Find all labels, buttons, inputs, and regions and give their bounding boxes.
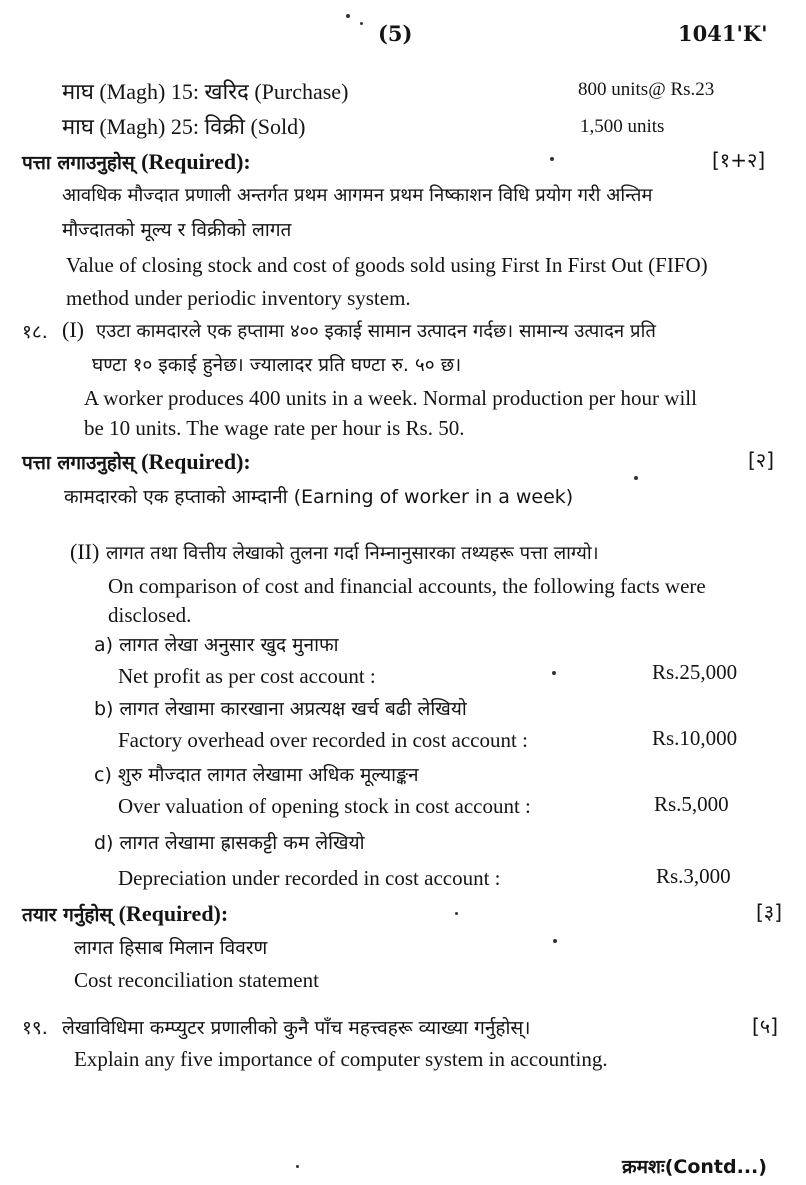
q18-item-b-amount: Rs.10,000 <box>652 726 738 750</box>
q17-required-heading-en: (Required): <box>141 149 251 174</box>
scan-speck <box>296 1165 299 1168</box>
q18-required1-marks: [२] <box>748 448 775 472</box>
q18-part2-en-line2: disclosed. <box>108 603 192 627</box>
scan-speck <box>634 476 638 480</box>
q17-en-line1: Value of closing stock and cost of goods sold using First In First Out (FIFO) <box>66 253 708 277</box>
scan-speck <box>553 939 557 943</box>
q18-required1-text: कामदारको एक हप्ताको आम्दानी (Earning of worker in a week) <box>64 486 574 508</box>
page-number: (5) <box>378 21 413 46</box>
q19-np: लेखाविधिमा कम्प्युटर प्रणालीको कुनै पाँच महत्त्वहरू व्याख्या गर्नुहोस्। <box>62 1017 531 1039</box>
q17-en-line2: method under periodic inventory system. <box>66 286 411 310</box>
paper-code: 1041'K' <box>678 21 768 46</box>
transaction-purchase-label: माघ (Magh) 15: खरिद (Purchase) <box>62 79 349 104</box>
q18-part2-en-line1: On comparison of cost and financial accounts, the following facts were <box>108 574 706 598</box>
q18-item-c-amount: Rs.5,000 <box>654 792 729 816</box>
q18-part1-label: (I) <box>62 317 84 342</box>
q18-item-a-np: a) लागत लेखा अनुसार खुद मुनाफा <box>94 634 339 656</box>
transaction-sold-label: माघ (Magh) 25: विक्री (Sold) <box>62 114 306 139</box>
scan-speck <box>550 157 554 161</box>
q18-item-d-amount: Rs.3,000 <box>656 864 731 888</box>
q18-item-a-en: Net profit as per cost account : <box>118 664 376 688</box>
q18-part1-np-line1: एउटा कामदारले एक हप्तामा ४०० इकाई सामान उत्पादन गर्दछ। सामान्य उत्पादन प्रति <box>96 321 656 342</box>
q18-number: १८. <box>22 321 48 343</box>
q18-item-b-np: b) लागत लेखामा कारखाना अप्रत्यक्ष खर्च बढी लेखियो <box>94 698 467 720</box>
scan-speck <box>346 14 350 18</box>
transaction-sold-value: 1,500 units <box>580 116 665 137</box>
q18-part2-np-line: लागत तथा वित्तीय लेखाको तुलना गर्दा निम्नानुसारका तथ्यहरू पत्ता लाग्यो। <box>106 543 599 564</box>
q18-required2-heading-np: तयार गर्नुहोस् <box>22 904 113 926</box>
transaction-purchase-value: 800 units@ Rs.23 <box>578 79 715 100</box>
q18-item-d-en: Depreciation under recorded in cost account : <box>118 866 501 890</box>
q18-required2-heading <box>22 900 228 929</box>
q18-part2-label: (II) <box>70 539 100 564</box>
scan-speck <box>455 912 458 915</box>
q18-part1-np-line2: घण्टा १० इकाई हुनेछ। ज्यालादर प्रति घण्टा रु. ५० छ। <box>92 354 462 376</box>
continued-text: क्रमशः(Contd...) <box>622 1156 767 1178</box>
q18-required1-heading <box>22 448 251 477</box>
q18-required1-heading-en: (Required): <box>141 449 251 474</box>
q18-required2-np: लागत हिसाब मिलान विवरण <box>74 937 268 959</box>
q17-np-line2: मौज्दातको मूल्य र विक्रीको लागत <box>62 219 292 241</box>
q17-np-line1: आवधिक मौज्दात प्रणाली अन्तर्गत प्रथम आगमन प्रथम निष्काशन विधि प्रयोग गरी अन्तिम <box>62 185 653 206</box>
q17-marks: [१+२] <box>712 148 766 172</box>
q18-item-b-en: Factory overhead over recorded in cost account : <box>118 728 528 752</box>
q19-number: १९. <box>22 1017 48 1039</box>
q19-marks: [५] <box>752 1014 779 1038</box>
q18-part1-en-line1: A worker produces 400 units in a week. Normal production per hour will <box>84 386 697 410</box>
continued-label <box>622 1152 767 1181</box>
q18-required1-heading-np: पत्ता लगाउनुहोस् <box>22 452 135 474</box>
scan-speck <box>552 671 556 675</box>
q19-en: Explain any five importance of computer system in accounting. <box>74 1047 608 1071</box>
q18-item-a-amount: Rs.25,000 <box>652 660 738 684</box>
q18-required2-heading-en: (Required): <box>118 901 229 926</box>
q18-item-d-np: d) लागत लेखामा ह्रासकट्टी कम लेखियो <box>94 832 365 854</box>
q18-item-c-np: c) शुरु मौज्दात लागत लेखामा अधिक मूल्याङ्कन <box>94 764 419 786</box>
q18-item-c-en: Over valuation of opening stock in cost account : <box>118 794 531 818</box>
q17-required-heading-np: पत्ता लगाउनुहोस् <box>22 152 135 174</box>
q18-required2-marks: [३] <box>756 900 783 924</box>
q17-required-heading <box>22 148 251 177</box>
q18-required2-en: Cost reconciliation statement <box>74 968 319 992</box>
scan-speck <box>360 22 363 25</box>
q18-part1-en-line2: be 10 units. The wage rate per hour is Rs. 50. <box>84 416 465 440</box>
